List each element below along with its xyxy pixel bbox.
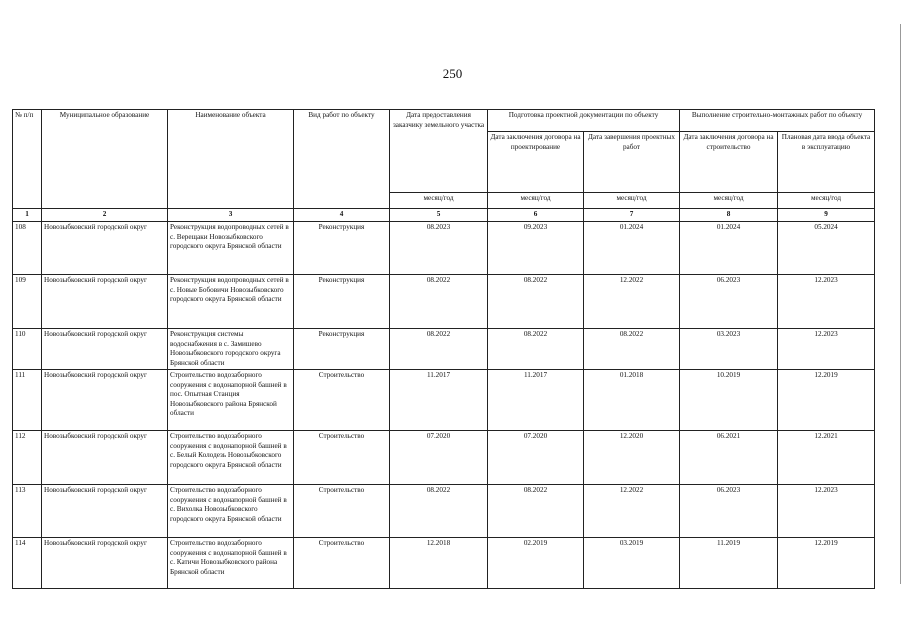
row-design-end: 12.2022 (584, 485, 680, 538)
column-number: 3 (168, 209, 294, 222)
row-work-type: Реконструкция (294, 222, 390, 275)
row-design-contract: 07.2020 (488, 431, 584, 485)
table-row (13, 538, 875, 589)
row-land-date: 07.2020 (390, 431, 488, 485)
header-design-contract: Дата заключения договора на проектирование (488, 132, 584, 193)
header-construction-contract: Дата заключения договора на строительство (680, 132, 778, 193)
row-design-contract: 02.2019 (488, 538, 584, 589)
row-design-contract: 11.2017 (488, 370, 584, 431)
row-work-type: Реконструкция (294, 275, 390, 329)
row-build-contract: 01.2024 (680, 222, 778, 275)
row-build-contract: 11.2019 (680, 538, 778, 589)
row-design-contract: 08.2022 (488, 485, 584, 538)
row-num: 111 (13, 370, 42, 431)
row-design-end: 08.2022 (584, 329, 680, 370)
row-work-type: Строительство (294, 538, 390, 589)
row-municipality: Новозыбковский городской округ (42, 222, 168, 275)
row-design-end: 01.2018 (584, 370, 680, 431)
row-num: 113 (13, 485, 42, 538)
table-row (13, 370, 875, 431)
table-row (13, 431, 875, 485)
unit-label: месяц/год (584, 193, 680, 209)
row-design-contract: 08.2022 (488, 275, 584, 329)
header-commission-date: Плановая дата ввода объекта в эксплуатацию (778, 132, 875, 193)
row-municipality: Новозыбковский городской округ (42, 431, 168, 485)
unit-label: месяц/год (680, 193, 778, 209)
row-object: Строительство водозаборного сооружения с водонапорной башней в пос. Опытная Станция Новозыбковского района Брянской области (168, 370, 294, 431)
row-build-contract: 10.2019 (680, 370, 778, 431)
column-number: 5 (390, 209, 488, 222)
column-number: 9 (778, 209, 875, 222)
construction-schedule-table (12, 109, 875, 589)
header-municipality: Муниципальное образование (42, 110, 168, 209)
row-work-type: Строительство (294, 431, 390, 485)
table-row (13, 485, 875, 538)
row-object: Реконструкция водопроводных сетей в с. Новые Бобовичи Новозыбковского городского округа Брянской области (168, 275, 294, 329)
row-design-contract: 09.2023 (488, 222, 584, 275)
row-work-type: Строительство (294, 485, 390, 538)
header-design-end: Дата завершения проектных работ (584, 132, 680, 193)
row-work-type: Реконструкция (294, 329, 390, 370)
column-number: 1 (13, 209, 42, 222)
row-design-end: 12.2020 (584, 431, 680, 485)
row-design-end: 03.2019 (584, 538, 680, 589)
row-build-contract: 06.2023 (680, 485, 778, 538)
unit-label: месяц/год (390, 193, 488, 209)
row-object: Строительство водозаборного сооружения с водонапорной башней в с. Вихолка Новозыбковского городского округа Брянской области (168, 485, 294, 538)
row-commission: 12.2019 (778, 370, 875, 431)
row-municipality: Новозыбковский городской округ (42, 485, 168, 538)
row-commission: 05.2024 (778, 222, 875, 275)
row-build-contract: 06.2021 (680, 431, 778, 485)
row-num: 114 (13, 538, 42, 589)
column-number: 7 (584, 209, 680, 222)
header-construction-group: Выполнение строительно-монтажных работ по объекту (680, 110, 875, 132)
row-commission: 12.2023 (778, 485, 875, 538)
row-land-date: 08.2023 (390, 222, 488, 275)
column-number: 6 (488, 209, 584, 222)
header-land-date: Дата предоставления заказчику земельного участка (390, 110, 488, 193)
row-num: 109 (13, 275, 42, 329)
column-number: 8 (680, 209, 778, 222)
row-land-date: 12.2018 (390, 538, 488, 589)
row-commission: 12.2023 (778, 329, 875, 370)
row-num: 108 (13, 222, 42, 275)
row-object: Строительство водозаборного сооружения с водонапорной башней в с. Катичи Новозыбковского района Брянской области (168, 538, 294, 589)
header-design-group: Подготовка проектной документации по объекту (488, 110, 680, 132)
row-land-date: 11.2017 (390, 370, 488, 431)
header-object-name: Наименование объекта (168, 110, 294, 209)
column-number: 2 (42, 209, 168, 222)
table-row (13, 329, 875, 370)
row-design-end: 12.2022 (584, 275, 680, 329)
row-municipality: Новозыбковский городской округ (42, 275, 168, 329)
table-row (13, 275, 875, 329)
row-object: Реконструкция системы водоснабжения в с. Замишево Новозыбковского городского округа Брянской области (168, 329, 294, 370)
row-municipality: Новозыбковский городской округ (42, 329, 168, 370)
row-land-date: 08.2022 (390, 275, 488, 329)
row-build-contract: 03.2023 (680, 329, 778, 370)
row-commission: 12.2019 (778, 538, 875, 589)
column-number: 4 (294, 209, 390, 222)
row-design-end: 01.2024 (584, 222, 680, 275)
column-number-row (13, 209, 875, 222)
row-num: 112 (13, 431, 42, 485)
row-commission: 12.2021 (778, 431, 875, 485)
row-municipality: Новозыбковский городской округ (42, 370, 168, 431)
row-municipality: Новозыбковский городской округ (42, 538, 168, 589)
row-land-date: 08.2022 (390, 329, 488, 370)
header-work-type: Вид работ по объекту (294, 110, 390, 209)
row-object: Реконструкция водопроводных сетей в с. Верещаки Новозыбковского городского округа Брянской области (168, 222, 294, 275)
row-object: Строительство водозаборного сооружения с водонапорной башней в с. Белый Колодезь Новозыбковского городского округа Брянской области (168, 431, 294, 485)
scan-edge-line (900, 24, 901, 584)
page-number: 250 (442, 66, 463, 81)
header-num: № п/п (13, 110, 42, 209)
row-commission: 12.2023 (778, 275, 875, 329)
unit-label: месяц/год (488, 193, 584, 209)
row-land-date: 08.2022 (390, 485, 488, 538)
unit-label: месяц/год (778, 193, 875, 209)
row-design-contract: 08.2022 (488, 329, 584, 370)
row-work-type: Строительство (294, 370, 390, 431)
row-num: 110 (13, 329, 42, 370)
table-row (13, 222, 875, 275)
row-build-contract: 06.2023 (680, 275, 778, 329)
